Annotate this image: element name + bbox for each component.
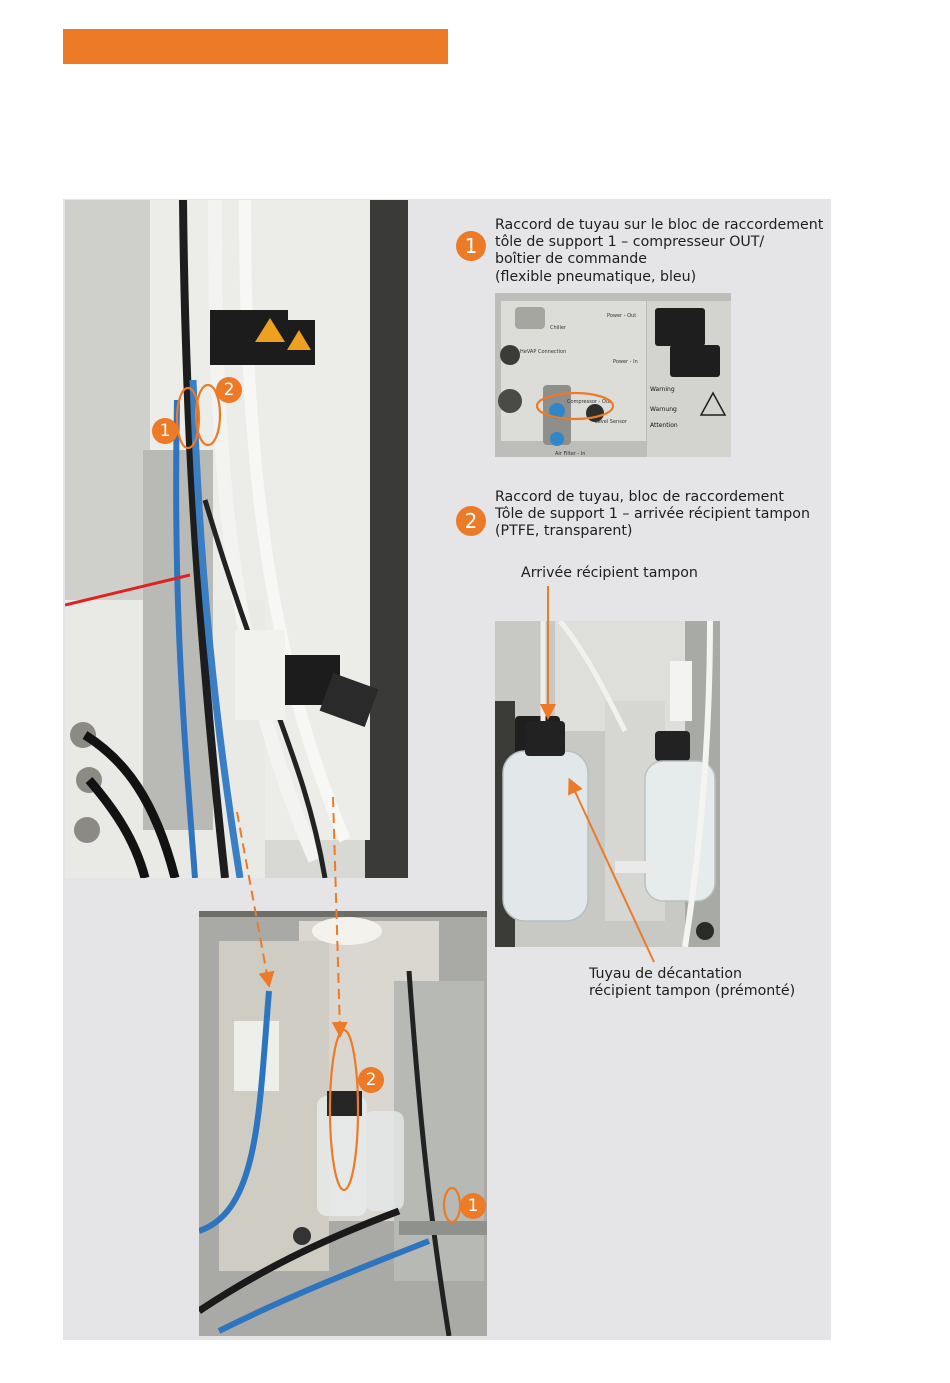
level-sensor-label: Level Sensor xyxy=(595,419,627,425)
bottom-device-photo xyxy=(199,911,487,1336)
buffer-bottle-photo xyxy=(495,621,720,947)
decant-tube-line: Tuyau de décantation xyxy=(589,966,742,982)
buffer-inlet-label: Arrivée récipient tampon xyxy=(521,565,698,581)
warning-label: Warning xyxy=(650,386,675,393)
chiller-label: Chiller xyxy=(550,325,566,331)
bottom-photo-badge-1: 1 xyxy=(460,1193,486,1219)
main-device-photo xyxy=(65,200,408,878)
callout-1-line: (flexible pneumatique, bleu) xyxy=(495,268,697,285)
device-connector-panel-photo xyxy=(495,293,731,457)
callout-2-badge: 2 xyxy=(456,506,486,536)
main-photo-badge-1: 1 xyxy=(152,418,178,444)
power-out-label: Power - Out xyxy=(607,313,637,319)
attention-label: Attention xyxy=(650,422,678,429)
bottom-photo-badge-2: 2 xyxy=(358,1067,384,1093)
air-filter-label: Air Filter - In xyxy=(555,451,586,457)
decant-tube-label xyxy=(589,966,795,1000)
callout-2-line: Raccord de tuyau, bloc de raccordement xyxy=(495,489,784,505)
callout-2-text xyxy=(495,489,810,541)
callout-1-badge: 1 xyxy=(456,231,486,261)
power-in-label: Power - In xyxy=(613,359,638,365)
main-photo-badge-2: 2 xyxy=(216,377,242,403)
hevap-label: HeVAP Connection xyxy=(520,349,567,355)
callout-1-line: tôle de support 1 – compresseur OUT/ xyxy=(495,234,765,251)
callout-2-line: Tôle de support 1 – arrivée récipient tampon xyxy=(495,506,810,523)
header-accent-bar xyxy=(63,29,448,64)
warnung-label: Warnung xyxy=(650,406,677,413)
callout-1-text xyxy=(495,217,823,286)
callout-2-line: (PTFE, transparent) xyxy=(495,523,633,540)
decant-tube-line: récipient tampon (prémonté) xyxy=(589,983,796,1000)
compressor-out-label: Compressor - Out xyxy=(567,399,611,405)
callout-1-line: boîtier de commande xyxy=(495,251,647,268)
callout-1-line: Raccord de tuyau sur le bloc de raccordement xyxy=(495,217,824,233)
